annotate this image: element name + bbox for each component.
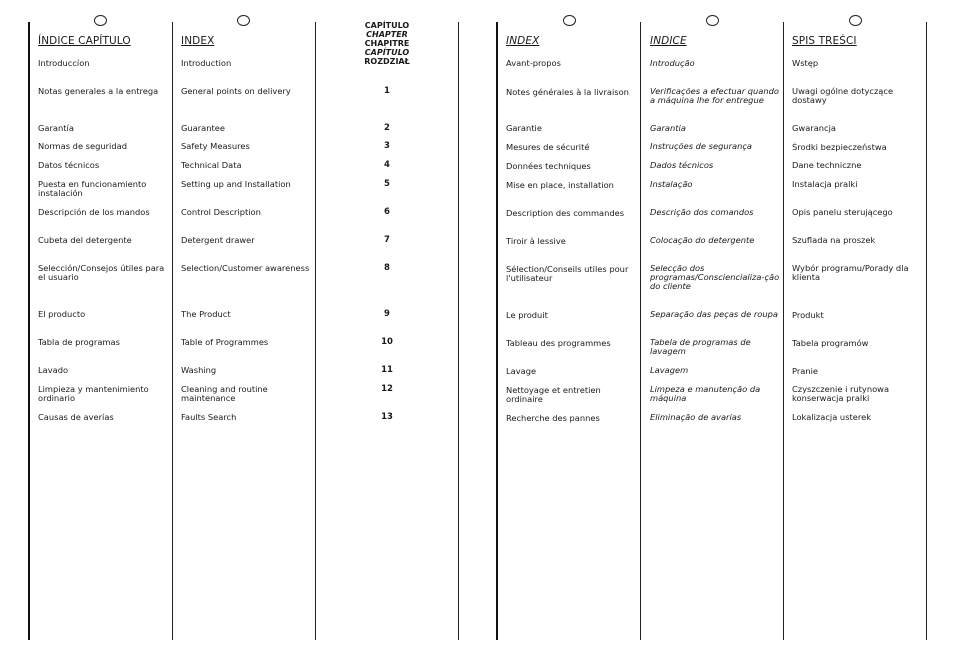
chapter-number: 13 <box>381 412 393 422</box>
toc-entry: Lavage <box>506 366 537 376</box>
toc-entry: Instruções de segurança <box>650 141 753 151</box>
chapter-number: 2 <box>384 123 390 133</box>
circle-marker-icon <box>237 15 250 26</box>
toc-entry: Données techniques <box>506 161 591 171</box>
column-divider <box>172 22 173 640</box>
toc-entry: Guarantee <box>181 123 225 133</box>
toc-entry: Garantie <box>506 123 542 133</box>
left-border <box>28 22 30 640</box>
toc-entry: Instalação <box>650 179 693 189</box>
toc-entry: Notas generales a la entrega <box>38 86 159 96</box>
toc-entry: Dane techniczne <box>792 160 862 170</box>
toc-entry: El producto <box>38 309 86 319</box>
toc-entry: Gwarancja <box>792 123 837 133</box>
toc-entry: Description des commandes <box>506 208 625 218</box>
toc-entry: Wybór programu/Porady dla klienta <box>792 263 909 282</box>
toc-entry: Mesures de sécurité <box>506 142 590 152</box>
column-divider <box>315 22 316 640</box>
toc-entry: Introduction <box>181 58 232 68</box>
toc-entry: Lavagem <box>650 365 689 375</box>
toc-entry: Limpieza y mantenimiento ordinario <box>38 384 149 403</box>
toc-entry: Technical Data <box>181 160 242 170</box>
toc-entry: Opis panelu sterującego <box>792 207 893 217</box>
page-gutter-line <box>496 22 498 640</box>
toc-entry: Separação das peças de roupa <box>650 309 778 319</box>
column-heading: ÍNDICE CAPÍTULO <box>38 35 131 47</box>
column-heading: SPIS TREŚCI <box>792 35 857 47</box>
toc-entry: Lavado <box>38 365 69 375</box>
chapter-number: 5 <box>384 179 390 189</box>
toc-entry: Washing <box>181 365 217 375</box>
toc-entry: Instalacja pralki <box>792 179 858 189</box>
toc-entry: General points on delivery <box>181 86 291 96</box>
toc-entry: Sélection/Conseils utiles pour l'utilisateur <box>506 264 629 283</box>
chapter-number: 6 <box>384 207 390 217</box>
toc-entry: Table of Programmes <box>181 337 269 347</box>
column-divider <box>783 22 784 640</box>
toc-entry: Tabela programów <box>792 338 869 348</box>
toc-entry: Introduccíon <box>38 58 90 68</box>
toc-entry: Tableau des programmes <box>506 338 611 348</box>
toc-entry: Faults Search <box>181 412 237 422</box>
toc-entry: Le produit <box>506 310 548 320</box>
toc-entry: Control Description <box>181 207 261 217</box>
chapter-number: 9 <box>384 309 390 319</box>
toc-entry: Selecção dos programas/Consciencializa-ção do cliente <box>650 263 780 291</box>
toc-entry: Notes générales à la livraison <box>506 87 629 97</box>
toc-entry: Tabela de programas de lavagem <box>650 337 751 356</box>
chapter-header-line: CHAPTER <box>366 30 408 39</box>
toc-entry: Puesta en funcionamiento instalación <box>38 179 147 198</box>
column-heading: INDEX <box>181 35 215 47</box>
toc-entry: Limpeza e manutenção da máquina <box>650 384 761 403</box>
toc-entry: Tiroir à lessive <box>506 236 566 246</box>
chapter-header <box>316 21 458 66</box>
toc-entry: Garantía <box>38 123 74 133</box>
toc-entry: Descrição dos comandos <box>650 207 754 217</box>
toc-entry: Uwagi ogólne dotyczące dostawy <box>792 86 894 105</box>
toc-entry: Szuflada na proszek <box>792 235 876 245</box>
toc-entry: Eliminação de avarias <box>650 412 742 422</box>
toc-entry: Garantia <box>650 123 686 133</box>
chapter-number: 10 <box>381 337 393 347</box>
toc-entry: Lokalizacja usterek <box>792 412 872 422</box>
chapter-header-line: CHAPITRE <box>364 39 410 48</box>
toc-entry: Recherche des pannes <box>506 413 600 423</box>
toc-entry: Verificações a efectuar quando a máquina lhe for entregue <box>650 86 779 105</box>
chapter-number: 1 <box>384 86 390 96</box>
toc-entry: Cubeta del detergente <box>38 235 132 245</box>
toc-entry: Colocação do detergente <box>650 235 755 245</box>
chapter-number: 8 <box>384 263 390 273</box>
toc-entry: Safety Measures <box>181 141 250 151</box>
chapter-header-line: CAPÍTULO <box>364 21 410 30</box>
toc-entry: Detergent drawer <box>181 235 255 245</box>
circle-marker-icon <box>706 15 719 26</box>
chapter-number: 7 <box>384 235 390 245</box>
chapter-number: 3 <box>384 141 390 151</box>
toc-entry: Introdução <box>650 58 695 68</box>
circle-marker-icon <box>563 15 576 26</box>
toc-entry: Avant-propos <box>506 58 561 68</box>
toc-entry: Causas de averías <box>38 412 114 422</box>
toc-entry: Czyszczenie i rutynowa konserwacja pralki <box>792 384 890 403</box>
toc-entry: Wstęp <box>792 58 819 68</box>
column-heading: INDICE <box>650 35 687 47</box>
toc-entry: Setting up and Installation <box>181 179 291 189</box>
chapter-number: 4 <box>384 160 390 170</box>
chapter-number: 12 <box>381 384 393 394</box>
chapter-header-line: ROZDZIAŁ <box>364 57 410 66</box>
right-border <box>926 22 927 640</box>
chapter-number: 11 <box>381 365 393 375</box>
column-divider <box>458 22 459 640</box>
toc-entry: Descripción de los mandos <box>38 207 150 217</box>
column-divider <box>640 22 641 640</box>
toc-entry: Środki bezpieczeństwa <box>792 142 887 152</box>
toc-entry: Normas de seguridad <box>38 141 127 151</box>
column-heading: INDEX <box>506 35 540 47</box>
toc-entry: Selection/Customer awareness <box>181 263 310 273</box>
toc-entry: Tabla de programas <box>38 337 120 347</box>
toc-entry: Mise en place, installation <box>506 180 614 190</box>
toc-entry: Cleaning and routine maintenance <box>181 384 268 403</box>
toc-entry: Produkt <box>792 310 824 320</box>
toc-entry: Selección/Consejos útiles para el usuario <box>38 263 165 282</box>
circle-marker-icon <box>94 15 107 26</box>
chapter-header-line: CAPÍTULO <box>364 48 410 57</box>
circle-marker-icon <box>849 15 862 26</box>
toc-entry: Nettoyage et entretien ordinaire <box>506 385 601 404</box>
toc-entry: Pranie <box>792 366 819 376</box>
toc-entry: The Product <box>181 309 231 319</box>
toc-entry: Dados técnicos <box>650 160 714 170</box>
toc-entry: Datos técnicos <box>38 160 100 170</box>
